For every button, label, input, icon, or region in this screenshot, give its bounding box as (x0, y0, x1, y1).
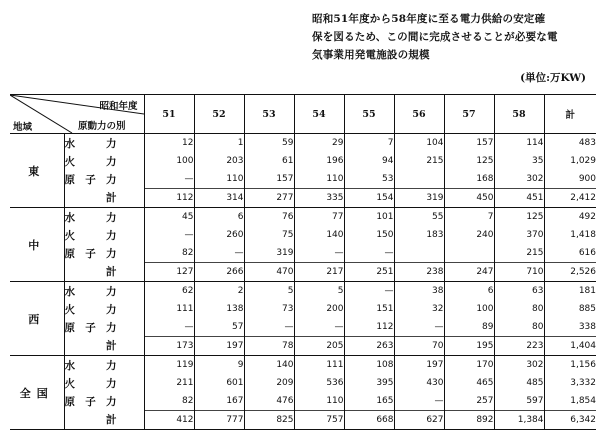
value-cell: 197 (394, 356, 444, 375)
power-source-label (64, 244, 144, 263)
value-cell: 195 (444, 337, 494, 356)
value-cell: 70 (394, 337, 444, 356)
table-row (10, 134, 596, 153)
value-cell: 263 (344, 337, 394, 356)
table-body (10, 134, 596, 430)
value-cell: 9 (194, 356, 244, 375)
value-cell: 110 (194, 170, 244, 189)
value-cell: 125 (494, 208, 544, 227)
power-source-char: 子 (85, 247, 96, 260)
power-source-char: 力 (106, 285, 117, 298)
power-source-char: 火 (64, 229, 75, 242)
table-row (10, 152, 596, 170)
value-cell: 1,384 (494, 411, 544, 430)
value-cell: 370 (494, 226, 544, 244)
value-cell: 277 (244, 189, 294, 208)
value-cell: 154 (344, 189, 394, 208)
power-source-chars (65, 412, 117, 427)
value-cell: 223 (494, 337, 544, 356)
power-source-chars (65, 210, 117, 225)
value-cell: — (144, 226, 194, 244)
column-header: 52 (194, 95, 244, 134)
column-header: 54 (294, 95, 344, 134)
power-source-char: 火 (64, 155, 75, 168)
table-row (10, 411, 596, 430)
value-cell: 465 (444, 374, 494, 392)
value-cell: 5 (244, 282, 294, 301)
unit-label: (単位:万KW) (520, 72, 586, 84)
power-source-char: 力 (106, 395, 117, 408)
value-cell: — (144, 318, 194, 337)
power-source-chars (65, 284, 117, 299)
table-row (10, 170, 596, 189)
caption-line-3: 気事業用発電施設の規模 (312, 49, 430, 61)
value-cell: 302 (494, 356, 544, 375)
power-source-char: 力 (106, 173, 117, 186)
table-row (10, 208, 596, 227)
column-header: 57 (444, 95, 494, 134)
area-axis-label: 地域 (13, 122, 33, 133)
power-source-char: 水 (64, 137, 75, 150)
caption-line-2: 保を図るため、この間に完成させることが必要な電 (312, 31, 558, 43)
column-header: 51 (144, 95, 194, 134)
value-cell: 266 (194, 263, 244, 282)
power-source-label (64, 392, 144, 411)
value-cell: 240 (444, 226, 494, 244)
power-source-chars (65, 338, 117, 353)
value-cell: 80 (494, 300, 544, 318)
caption-line-1: 昭和51年度から58年度に至る電力供給の安定確 (312, 13, 546, 25)
table-row (10, 374, 596, 392)
value-cell: 238 (394, 263, 444, 282)
value-cell: 138 (194, 300, 244, 318)
table-row (10, 189, 596, 208)
header-row (10, 95, 596, 134)
value-cell: 157 (444, 134, 494, 153)
value-cell: 627 (394, 411, 444, 430)
value-cell: 78 (244, 337, 294, 356)
value-cell: 127 (144, 263, 194, 282)
table-row (10, 392, 596, 411)
value-cell: 200 (294, 300, 344, 318)
value-cell: 260 (194, 226, 244, 244)
value-cell: 7 (344, 134, 394, 153)
power-source-label (64, 134, 144, 153)
value-cell: 151 (344, 300, 394, 318)
power-source-chars (65, 136, 117, 151)
value-cell: 215 (494, 244, 544, 263)
total-cell: 6,342 (544, 411, 596, 430)
total-cell: 492 (544, 208, 596, 227)
value-cell: 470 (244, 263, 294, 282)
value-cell: 111 (144, 300, 194, 318)
power-source-chars (65, 394, 117, 409)
value-cell: 173 (144, 337, 194, 356)
value-cell: 247 (444, 263, 494, 282)
power-source-char: 火 (64, 377, 75, 390)
value-cell: — (194, 244, 244, 263)
value-cell: 61 (244, 152, 294, 170)
value-cell: 319 (244, 244, 294, 263)
value-cell: — (144, 170, 194, 189)
value-cell: 150 (344, 226, 394, 244)
value-cell: 112 (144, 189, 194, 208)
value-cell: 82 (144, 392, 194, 411)
value-cell: — (294, 318, 344, 337)
power-source-char: 力 (106, 247, 117, 260)
power-source-char: 計 (106, 414, 117, 427)
value-cell: 59 (244, 134, 294, 153)
value-cell: 157 (244, 170, 294, 189)
power-source-char: 力 (106, 137, 117, 150)
power-source-label (64, 208, 144, 227)
power-source-chars (65, 264, 117, 279)
value-cell: 75 (244, 226, 294, 244)
power-source-label (64, 374, 144, 392)
value-cell: 111 (294, 356, 344, 375)
column-header: 53 (244, 95, 294, 134)
value-cell: 197 (194, 337, 244, 356)
power-source-chars (65, 172, 117, 187)
power-source-char: 力 (106, 229, 117, 242)
total-cell: 616 (544, 244, 596, 263)
value-cell: 203 (194, 152, 244, 170)
value-cell: 57 (194, 318, 244, 337)
power-source-label (64, 282, 144, 301)
value-cell: 89 (444, 318, 494, 337)
value-cell: 597 (494, 392, 544, 411)
total-cell: 900 (544, 170, 596, 189)
total-cell: 1,029 (544, 152, 596, 170)
value-cell: — (244, 318, 294, 337)
value-cell: 6 (444, 282, 494, 301)
region-label: 東 (10, 134, 64, 208)
column-header-total: 計 (544, 95, 596, 134)
total-cell: 1,156 (544, 356, 596, 375)
power-source-chars (65, 358, 117, 373)
value-cell: 395 (344, 374, 394, 392)
value-cell: 209 (244, 374, 294, 392)
value-cell (394, 244, 444, 263)
power-source-label (64, 263, 144, 282)
value-cell: 7 (444, 208, 494, 227)
value-cell: 104 (394, 134, 444, 153)
power-source-char: 計 (106, 340, 117, 353)
region-label: 全国 (10, 356, 64, 430)
table-row (10, 300, 596, 318)
power-source-label (64, 170, 144, 189)
value-cell: — (394, 318, 444, 337)
value-cell (394, 170, 444, 189)
value-cell: 335 (294, 189, 344, 208)
value-cell: 12 (144, 134, 194, 153)
value-cell: 35 (494, 152, 544, 170)
region-label: 西 (10, 282, 64, 356)
total-cell: 338 (544, 318, 596, 337)
table-row (10, 263, 596, 282)
year-axis-label: 昭和年度 (99, 101, 138, 112)
power-source-char: 原 (64, 173, 75, 186)
table-row (10, 337, 596, 356)
value-cell: 77 (294, 208, 344, 227)
value-cell (444, 244, 494, 263)
value-cell: 668 (344, 411, 394, 430)
power-source-char: 力 (106, 377, 117, 390)
value-cell: 2 (194, 282, 244, 301)
value-cell: 170 (444, 356, 494, 375)
power-source-char: 力 (106, 155, 117, 168)
power-source-char: 原 (64, 321, 75, 334)
power-source-chars (65, 302, 117, 317)
power-source-chars (65, 154, 117, 169)
value-cell: 757 (294, 411, 344, 430)
value-cell: 110 (294, 170, 344, 189)
value-cell: 319 (394, 189, 444, 208)
table-row (10, 282, 596, 301)
value-cell: — (294, 244, 344, 263)
power-source-char: 子 (85, 395, 96, 408)
value-cell: 94 (344, 152, 394, 170)
value-cell: 112 (344, 318, 394, 337)
power-source-label (64, 411, 144, 430)
value-cell: 196 (294, 152, 344, 170)
power-source-char: 水 (64, 211, 75, 224)
value-cell: 114 (494, 134, 544, 153)
power-source-char: 子 (85, 173, 96, 186)
power-source-char: 原 (64, 395, 75, 408)
value-cell: 100 (144, 152, 194, 170)
value-cell: 6 (194, 208, 244, 227)
value-cell: 1 (194, 134, 244, 153)
value-cell: 108 (344, 356, 394, 375)
value-cell: 55 (394, 208, 444, 227)
capacity-table (10, 94, 596, 430)
value-cell: — (394, 392, 444, 411)
value-cell: 5 (294, 282, 344, 301)
value-cell: 168 (444, 170, 494, 189)
power-source-char: 力 (106, 321, 117, 334)
value-cell: 536 (294, 374, 344, 392)
power-source-char: 水 (64, 359, 75, 372)
power-source-char: 水 (64, 285, 75, 298)
value-cell: 80 (494, 318, 544, 337)
value-cell: 82 (144, 244, 194, 263)
value-cell: 451 (494, 189, 544, 208)
power-source-char: 力 (106, 359, 117, 372)
total-cell: 3,332 (544, 374, 596, 392)
value-cell: 167 (194, 392, 244, 411)
power-source-label (64, 300, 144, 318)
total-cell: 483 (544, 134, 596, 153)
kind-axis-label: 原動力の別 (78, 121, 126, 132)
value-cell: 825 (244, 411, 294, 430)
value-cell: 29 (294, 134, 344, 153)
power-source-chars (65, 246, 117, 261)
value-cell: 314 (194, 189, 244, 208)
value-cell: 125 (444, 152, 494, 170)
value-cell: 76 (244, 208, 294, 227)
total-cell: 1,404 (544, 337, 596, 356)
power-source-label (64, 152, 144, 170)
value-cell: 476 (244, 392, 294, 411)
corner-header-cell (10, 95, 144, 134)
value-cell: 140 (244, 356, 294, 375)
value-cell: — (344, 282, 394, 301)
value-cell: 217 (294, 263, 344, 282)
column-header: 58 (494, 95, 544, 134)
value-cell: 205 (294, 337, 344, 356)
total-cell: 885 (544, 300, 596, 318)
power-source-char: 力 (106, 303, 117, 316)
value-cell: 100 (444, 300, 494, 318)
power-source-char: 子 (85, 321, 96, 334)
value-cell: 412 (144, 411, 194, 430)
value-cell: 73 (244, 300, 294, 318)
power-source-char: 計 (106, 266, 117, 279)
total-cell: 1,854 (544, 392, 596, 411)
power-source-label (64, 189, 144, 208)
power-source-label (64, 226, 144, 244)
value-cell: 63 (494, 282, 544, 301)
power-source-chars (65, 320, 117, 335)
value-cell: 251 (344, 263, 394, 282)
value-cell: 101 (344, 208, 394, 227)
value-cell: 62 (144, 282, 194, 301)
value-cell: 165 (344, 392, 394, 411)
document-caption (312, 10, 592, 64)
power-source-char: 火 (64, 303, 75, 316)
table-row (10, 244, 596, 263)
power-source-label (64, 356, 144, 375)
value-cell: 450 (444, 189, 494, 208)
value-cell: 601 (194, 374, 244, 392)
value-cell: 892 (444, 411, 494, 430)
value-cell: 110 (294, 392, 344, 411)
value-cell: — (344, 244, 394, 263)
power-source-char: 計 (106, 192, 117, 205)
value-cell: 430 (394, 374, 444, 392)
value-cell: 211 (144, 374, 194, 392)
power-source-label (64, 337, 144, 356)
region-label: 中 (10, 208, 64, 282)
value-cell: 710 (494, 263, 544, 282)
value-cell: 215 (394, 152, 444, 170)
total-cell: 2,412 (544, 189, 596, 208)
value-cell: 32 (394, 300, 444, 318)
power-source-chars (65, 190, 117, 205)
total-cell: 2,526 (544, 263, 596, 282)
value-cell: 485 (494, 374, 544, 392)
column-header: 55 (344, 95, 394, 134)
value-cell: 45 (144, 208, 194, 227)
table-row (10, 318, 596, 337)
value-cell: 777 (194, 411, 244, 430)
total-cell: 181 (544, 282, 596, 301)
power-source-char: 原 (64, 247, 75, 260)
total-cell: 1,418 (544, 226, 596, 244)
power-source-label (64, 318, 144, 337)
value-cell: 140 (294, 226, 344, 244)
power-source-chars (65, 228, 117, 243)
power-source-chars (65, 376, 117, 391)
value-cell: 257 (444, 392, 494, 411)
table-row (10, 356, 596, 375)
value-cell: 183 (394, 226, 444, 244)
value-cell: 302 (494, 170, 544, 189)
power-source-char: 力 (106, 211, 117, 224)
column-header: 56 (394, 95, 444, 134)
value-cell: 38 (394, 282, 444, 301)
table-row (10, 226, 596, 244)
value-cell: 119 (144, 356, 194, 375)
value-cell: 53 (344, 170, 394, 189)
